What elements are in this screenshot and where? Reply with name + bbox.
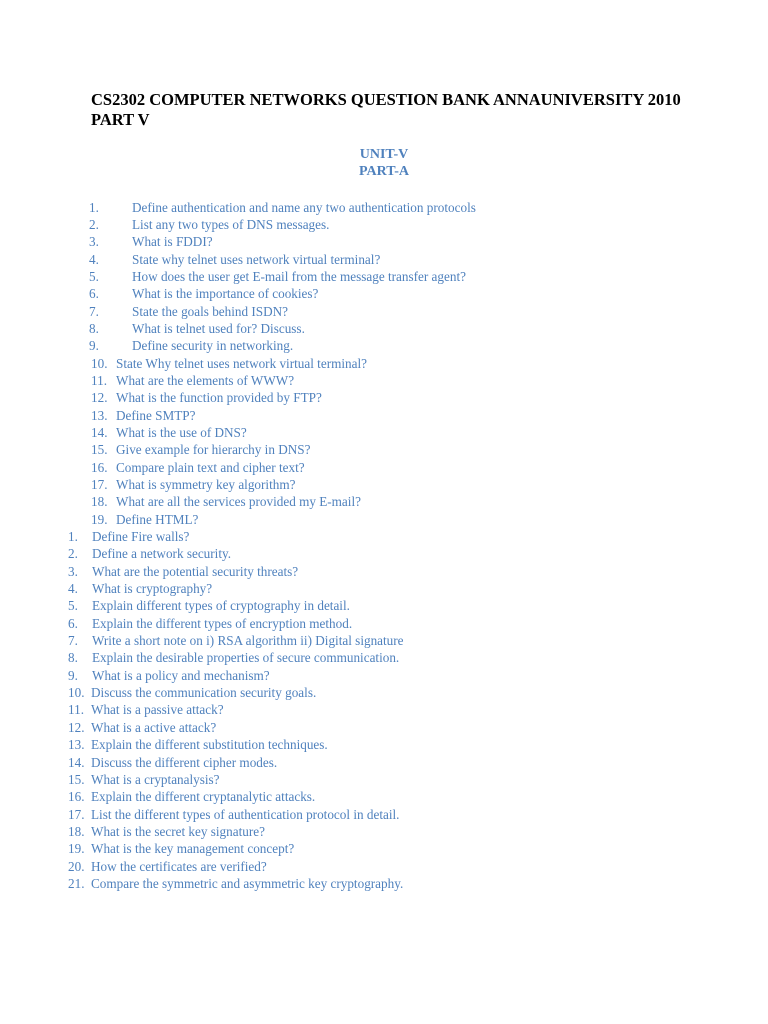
question-number: 8. xyxy=(68,650,78,666)
question-list xyxy=(0,199,768,893)
question-number: 4. xyxy=(89,251,99,267)
question-item xyxy=(0,355,768,372)
question-text: State why telnet uses network virtual terminal? xyxy=(132,251,381,267)
question-number: 16. xyxy=(68,789,85,805)
question-number: 14. xyxy=(68,754,85,770)
question-number: 11. xyxy=(91,372,107,388)
question-text: What are all the services provided my E-mail? xyxy=(116,494,361,510)
unit-heading: UNIT-V xyxy=(359,147,409,162)
question-number: 8. xyxy=(89,320,99,336)
question-text: Define a network security. xyxy=(92,546,232,562)
question-item xyxy=(0,632,768,649)
question-number: 21. xyxy=(68,875,85,891)
question-text: Define Fire walls? xyxy=(92,529,190,545)
question-item xyxy=(0,511,768,528)
question-item xyxy=(0,788,768,805)
question-item xyxy=(0,875,768,892)
question-item xyxy=(0,268,768,285)
question-number: 9. xyxy=(68,667,78,683)
question-item xyxy=(0,597,768,614)
question-number: 5. xyxy=(68,598,78,614)
question-item xyxy=(0,216,768,233)
question-item xyxy=(0,303,768,320)
question-text: What is a active attack? xyxy=(91,719,217,735)
question-number: 11. xyxy=(68,702,84,718)
question-number: 9. xyxy=(89,338,99,354)
question-item xyxy=(0,701,768,718)
question-number: 1. xyxy=(68,529,78,545)
question-number: 10. xyxy=(68,685,85,701)
question-text: What is the key management concept? xyxy=(91,841,295,857)
question-text: Discuss the different cipher modes. xyxy=(91,754,278,770)
question-text: Define HTML? xyxy=(116,511,199,527)
question-number: 5. xyxy=(89,268,99,284)
question-item xyxy=(0,806,768,823)
question-number: 2. xyxy=(89,216,99,232)
question-text: Define security in networking. xyxy=(132,338,294,354)
question-item xyxy=(0,251,768,268)
question-number: 7. xyxy=(68,633,78,649)
question-number: 18. xyxy=(68,823,85,839)
question-number: 10. xyxy=(91,355,108,371)
question-text: What is telnet used for? Discuss. xyxy=(132,320,305,336)
question-number: 2. xyxy=(68,546,78,562)
question-number: 15. xyxy=(91,442,108,458)
question-text: What is symmetry key algorithm? xyxy=(116,477,296,492)
question-text: What is the use of DNS? xyxy=(116,424,247,440)
question-text: Write a short note on i) RSA algorithm ii) Digital signature xyxy=(92,633,404,649)
question-number: 14. xyxy=(91,424,108,440)
question-text: Explain the different types of encryption method. xyxy=(92,615,353,631)
question-text: Explain different types of cryptography in detail. xyxy=(92,598,350,614)
question-item xyxy=(0,615,768,632)
question-text: Compare the symmetric and asymmetric key cryptography. xyxy=(91,875,404,891)
question-text: What is the secret key signature? xyxy=(91,823,265,839)
question-text: What is cryptography? xyxy=(92,581,213,597)
question-text: What is the importance of cookies? xyxy=(132,286,319,302)
question-text: Define SMTP? xyxy=(116,407,196,423)
question-item xyxy=(0,320,768,337)
question-item xyxy=(0,667,768,684)
question-item xyxy=(0,736,768,753)
question-item xyxy=(0,459,768,476)
question-text: What are the potential security threats? xyxy=(92,563,299,579)
question-item xyxy=(0,684,768,701)
document-title: CS2302 COMPUTER NETWORKS QUESTION BANK ANNAUNIVERSITY 2010 PART V xyxy=(91,90,681,129)
question-text: What is the function provided by FTP? xyxy=(116,390,322,406)
question-text: Give example for hierarchy in DNS? xyxy=(116,442,311,458)
question-number: 3. xyxy=(68,563,78,579)
question-text: State the goals behind ISDN? xyxy=(132,303,289,319)
question-number: 13. xyxy=(91,407,108,423)
question-item xyxy=(0,441,768,458)
question-number: 6. xyxy=(89,286,99,302)
question-item xyxy=(0,840,768,857)
question-number: 17. xyxy=(68,806,85,822)
question-item xyxy=(0,528,768,545)
question-item xyxy=(0,719,768,736)
question-item xyxy=(0,372,768,389)
question-text: How the certificates are verified? xyxy=(91,858,267,874)
question-text: Explain the different substitution techniques. xyxy=(91,737,328,753)
question-item xyxy=(0,476,768,493)
question-text: What is a passive attack? xyxy=(91,702,224,718)
question-number: 4. xyxy=(68,581,78,597)
question-item xyxy=(0,858,768,875)
question-item xyxy=(0,493,768,510)
question-item xyxy=(0,563,768,580)
question-number: 18. xyxy=(91,494,108,510)
question-item xyxy=(0,754,768,771)
question-number: 7. xyxy=(89,303,99,319)
question-text: What is a cryptanalysis? xyxy=(91,771,220,787)
question-number: 1. xyxy=(89,199,99,215)
question-text: What are the elements of WWW? xyxy=(116,372,295,388)
question-text: List any two types of DNS messages. xyxy=(132,216,330,232)
question-number: 19. xyxy=(91,511,108,527)
question-item xyxy=(0,545,768,562)
question-text: Explain the different cryptanalytic attacks. xyxy=(91,789,316,805)
question-item xyxy=(0,389,768,406)
question-item xyxy=(0,199,768,216)
question-number: 13. xyxy=(68,737,85,753)
question-number: 19. xyxy=(68,841,85,857)
question-item xyxy=(0,649,768,666)
question-number: 12. xyxy=(91,390,108,406)
question-number: 3. xyxy=(89,234,99,250)
question-text: Compare plain text and cipher text? xyxy=(116,459,305,475)
question-text: Define authentication and name any two authentication protocols xyxy=(132,199,476,215)
question-item xyxy=(0,424,768,441)
part-heading: PART-A xyxy=(358,164,410,179)
question-text: Explain the desirable properties of secure communication. xyxy=(92,650,400,666)
question-number: 17. xyxy=(91,477,108,492)
question-text: Discuss the communication security goals. xyxy=(91,685,317,701)
question-number: 20. xyxy=(68,858,85,874)
question-item xyxy=(0,771,768,788)
question-item xyxy=(0,407,768,424)
question-text: List the different types of authentication protocol in detail. xyxy=(91,806,400,822)
question-item xyxy=(0,233,768,250)
question-item xyxy=(0,580,768,597)
question-number: 6. xyxy=(68,615,78,631)
question-item xyxy=(0,285,768,302)
question-number: 12. xyxy=(68,719,85,735)
question-item xyxy=(0,823,768,840)
question-number: 16. xyxy=(91,459,108,475)
question-text: What is FDDI? xyxy=(132,234,213,250)
question-text: What is a policy and mechanism? xyxy=(92,667,270,683)
question-number: 15. xyxy=(68,771,85,787)
question-text: State Why telnet uses network virtual terminal? xyxy=(116,355,367,371)
question-item xyxy=(0,337,768,354)
question-text: How does the user get E-mail from the message transfer agent? xyxy=(132,268,466,284)
